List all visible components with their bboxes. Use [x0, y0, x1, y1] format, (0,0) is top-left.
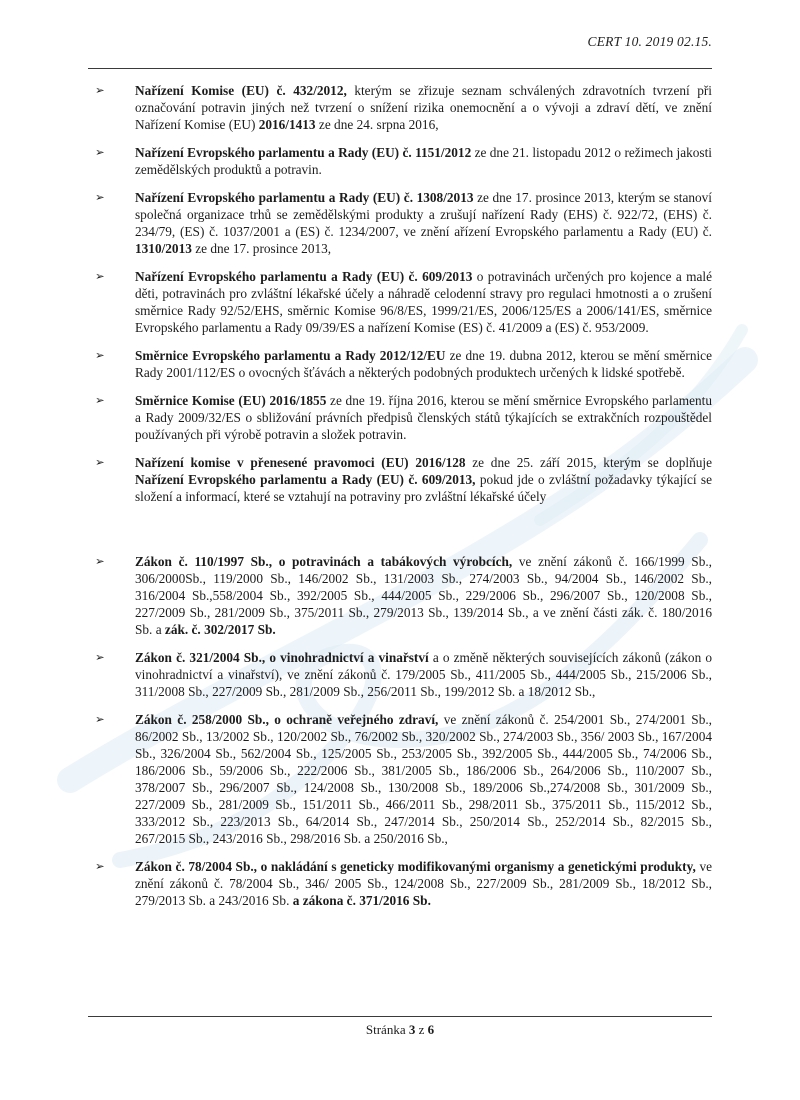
bullet-arrow-icon: ➢	[95, 712, 105, 726]
bullet-arrow-icon: ➢	[95, 859, 105, 873]
bullet-arrow-icon: ➢	[95, 393, 105, 407]
footer-label: Stránka	[365, 1022, 406, 1037]
item-text: Nařízení Evropského parlamentu a Rady (EU) č. 1308/2013 ze dne 17. prosince 2013, kterým se stanoví společná organizace trhů se zemědělskými produkty a zrušují nařízení Rady (EHS) č. 922/72, (EHS) č. 234/79, (ES) č. 1037/2001 a (ES) č. 1234/2007, ve znění ařízení Evropského parlamentu a Rady (EU) č. 1310/2013 ze dne 17. prosince 2013,	[135, 190, 712, 256]
item-text: Nařízení Komise (EU) č. 432/2012, kterým se zřizuje seznam schválených zdravotních tvrzení při označování potravin jiných než tvrzení o snížení rizika onemocnění a o vývoji a zdraví dětí, ve znění Nařízení Komise (EU) 2016/1413 ze dne 24. srpna 2016,	[135, 83, 712, 132]
item-text: Nařízení Evropského parlamentu a Rady (EU) č. 1151/2012 ze dne 21. listopadu 2012 o režimech jakosti zemědělských produktů a potravin.	[135, 145, 712, 177]
header-divider	[88, 68, 712, 69]
list-item	[88, 649, 712, 700]
list-item	[88, 268, 712, 336]
list-item	[88, 189, 712, 257]
list-item	[88, 347, 712, 381]
document-reference-header: CERT 10. 2019 02.15.	[587, 34, 712, 49]
bullet-arrow-icon: ➢	[95, 455, 105, 469]
list-item	[88, 82, 712, 133]
bullet-arrow-icon: ➢	[95, 269, 105, 283]
item-text: Zákon č. 110/1997 Sb., o potravinách a tabákových výrobcích, ve znění zákonů č. 166/1999 Sb., 306/2000Sb., 119/2000 Sb., 146/2002 Sb., 131/2003 Sb., 274/2003 Sb., 94/2004 Sb., 146/2002 Sb., 316/2004 Sb.,558/2004 Sb., 392/2005 Sb., 444/2005 Sb., 229/2006 Sb., 296/2007 Sb., 120/2008 Sb., 227/2009 Sb., 281/2009 Sb., 375/2011 Sb., 279/2013 Sb., 139/2014 Sb., a ve znění části zák. č. 180/2016 Sb. a zák. č. 302/2017 Sb.	[135, 554, 712, 637]
bullet-arrow-icon: ➢	[95, 554, 105, 568]
item-text: Zákon č. 78/2004 Sb., o nakládání s geneticky modifikovanými organismy a genetickými produkty, ve znění zákonů č. 78/2004 Sb., 346/ 2005 Sb., 124/2008 Sb., 227/2009 Sb., 281/2009 Sb., 18/2012 Sb., 279/2013 Sb. a 243/2016 Sb. a zákona č. 371/2016 Sb.	[135, 859, 712, 908]
bullet-arrow-icon: ➢	[95, 190, 105, 204]
item-text: Zákon č. 258/2000 Sb., o ochraně veřejného zdraví, ve znění zákonů č. 254/2001 Sb., 274/2001 Sb., 86/2002 Sb., 13/2002 Sb., 120/2002 Sb., 76/2002 Sb., 320/2002 Sb., 274/2003 Sb., 356/ 2003 Sb., 167/2004 Sb., 326/2004 Sb., 562/2004 Sb., 125/2005 Sb., 253/2005 Sb., 392/2005 Sb., 444/2005 Sb., 74/2006 Sb., 186/2006 Sb., 59/2006 Sb., 222/2006 Sb., 381/2005 Sb., 186/2006 Sb., 264/2006 Sb., 110/2007 Sb., 378/2007 Sb., 296/2007 Sb., 124/2008 Sb., 130/2008 Sb., 189/2006 Sb.,274/2008 Sb., 301/2009 Sb., 227/2009 Sb., 281/2009 Sb., 151/2011 Sb., 466/2011 Sb., 298/2011 Sb., 375/2011 Sb., 115/2012 Sb., 333/2012 Sb., 223/2013 Sb., 64/2014 Sb., 247/2014 Sb., 250/2014 Sb., 252/2014 Sb., 82/2015 Sb., 267/2015 Sb., 243/2016 Sb., 298/2016 Sb. a 250/2016 Sb.,	[135, 712, 713, 846]
list-item	[88, 392, 712, 443]
item-text: Směrnice Evropského parlamentu a Rady 2012/12/EU ze dne 19. dubna 2012, kterou se mění směrnice Rady 2001/112/ES o ovocných šťávách a některých podobných produktech určených k lidské spotřebě.	[135, 348, 712, 380]
list-item	[88, 144, 712, 178]
list-item	[88, 858, 712, 909]
current-page-number: 3	[408, 1022, 416, 1037]
footer-of: z	[418, 1022, 425, 1037]
item-text: Směrnice Komise (EU) 2016/1855 ze dne 19. října 2016, kterou se mění směrnice Evropského parlamentu a Rady 2009/32/ES o sbližování právních předpisů členských států týkajících se extrakčních rozpouštědel používaných při výrobě potravin a složek potravin.	[135, 393, 712, 442]
item-text: Zákon č. 321/2004 Sb., o vinohradnictví a vinařství a o změně některých souvisejících zákonů (zákon o vinohradnictví a vinařství), ve znění zákonů č. 179/2005 Sb., 411/2005 Sb., 444/2005 Sb., 215/2006 Sb., 311/2008 Sb., 227/2009 Sb., 281/2009 Sb., 256/2011 Sb., 199/2012 Sb. a 18/2012 Sb.,	[135, 650, 712, 699]
list-item	[88, 454, 712, 505]
list-item	[88, 553, 712, 638]
bullet-arrow-icon: ➢	[95, 145, 105, 159]
list-item	[88, 711, 712, 847]
page-footer	[88, 1016, 712, 1038]
item-text: Nařízení Evropského parlamentu a Rady (EU) č. 609/2013 o potravinách určených pro kojence a malé děti, potravinách pro zvláštní lékařské účely a náhradě celodenní stravy pro regulaci hmotnosti a o zrušení směrnice Rady 92/52/EHS, směrnic Komise 96/8/ES, 1999/21/ES, 2006/125/ES a 2006/141/ES, směrnice Evropského parlamentu a Rady 09/39/ES a nařízení Komise (ES) č. 41/2009 a (ES) č. 953/2009.	[135, 269, 712, 335]
bullet-arrow-icon: ➢	[95, 83, 105, 97]
item-text: Nařízení komise v přenesené pravomoci (EU) 2016/128 ze dne 25. září 2015, kterým se doplňuje Nařízení Evropského parlamentu a Rady (EU) č. 609/2013, pokud jde o zvláštní požadavky týkající se složení a informací, které se vztahují na potraviny pro zvláštní lékařské účely	[135, 455, 713, 504]
bullet-arrow-icon: ➢	[95, 650, 105, 664]
bullet-arrow-icon: ➢	[95, 348, 105, 362]
regulation-list	[88, 82, 712, 909]
total-page-number: 6	[427, 1022, 435, 1037]
